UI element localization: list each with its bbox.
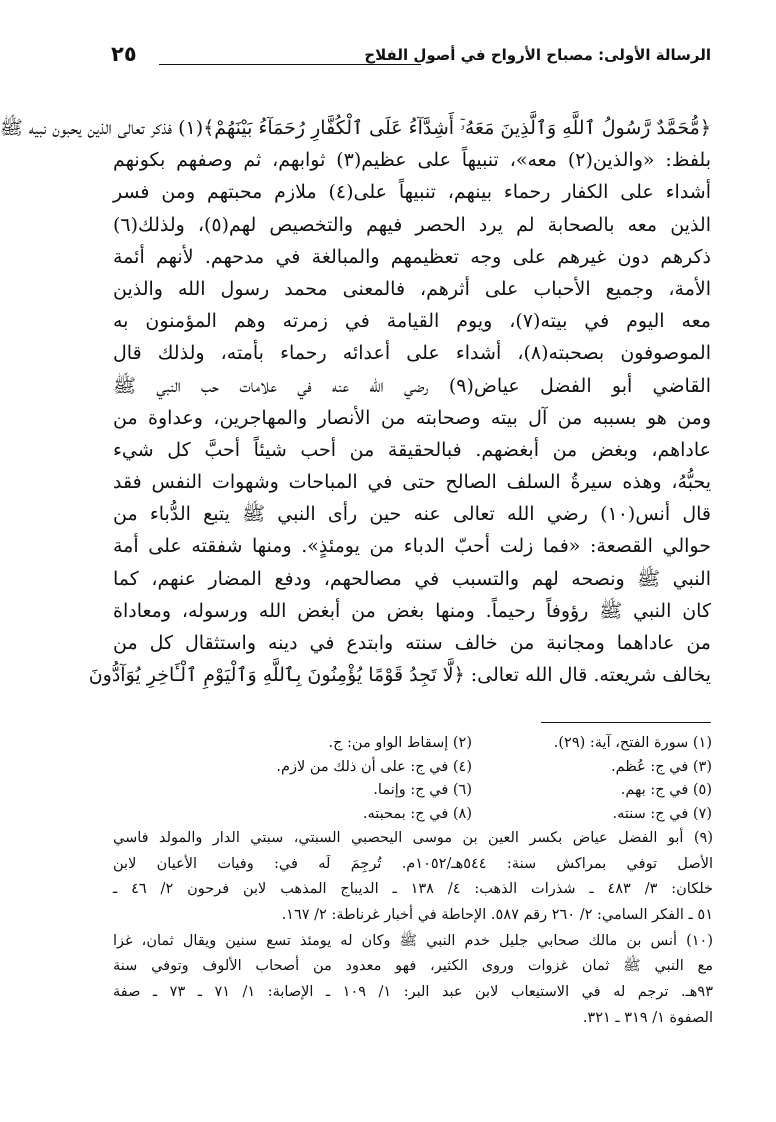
text-line: الموصوفون بصحبته(٨)، أشداء على أعدائه رحماء بأمته، ولذلك قال <box>113 342 711 365</box>
footnote-row <box>232 779 712 803</box>
footnote-line: (٩) أبو الفضل عياض بكسر العين بن موسى اليحصبي السبتي، سبتي الدار والمولد فاسي <box>113 830 713 846</box>
text-line: ذكرهم دون غيرهم على وجه تعظيمهم والمبالغة في مدحهم. لأنهم أئمة <box>113 245 711 268</box>
footnote: (٨) في ج: بمحبته. <box>362 805 472 822</box>
footnote-line: مع النبي ﷺ ثمان غزوات وروى الكثير، فهو معدود من أصحاب الألوف وتوفي سنة <box>113 958 713 975</box>
page-header <box>111 40 711 74</box>
text-line: النبي ﷺ ونصحه لهم والتسبب في مصالحهم، ودفع المضار عنهم، كما <box>113 567 711 590</box>
running-title: الرسالة الأولى: مصباح الأرواح في أصول الفلاح <box>364 46 711 64</box>
footnote: (٧) في ج: سنته. <box>612 805 712 822</box>
text-line: معه اليوم في بيته(٧)، ويوم القيامة في زمرته وهم المؤمنون به <box>113 310 711 333</box>
text-line: قال أنس(١٠) رضي الله تعالى عنه حين رأى النبي ﷺ يتبع الدُّباء من <box>113 503 711 526</box>
footnote-row <box>232 732 712 756</box>
footnote-line: ٩٣هـ. ترجم له في الاستيعاب لابن عبد البر: ١/ ١٠٩ ـ الإصابة: ١/ ٧١ ـ ٧٣ ـ صفة <box>113 984 713 1001</box>
footnote-separator <box>541 722 711 723</box>
text-line: يحبُّهُ، وهذه سيرةُ السلف الصالح حتى في المباحات وشهوات النفس فقد <box>113 471 711 494</box>
page-number: ٢٥ <box>111 42 137 66</box>
footnote-line: خلكان: ٣/ ٤٨٣ ـ شذرات الذهب: ٤/ ١٣٨ ـ الديباج المذهب لابن فرحون ٢/ ٤٦ ـ <box>113 881 713 898</box>
footnote: (٤) في ج: على أن ذلك من لازم. <box>276 758 472 775</box>
main-text <box>0 112 712 691</box>
text-line: القاضي أبو الفضل عياض(٩) رضي الله عنه في علامات حب النبي ﷺ <box>113 374 711 397</box>
footnotes-short <box>232 732 712 826</box>
footnote: (٥) في ج: بهم. <box>620 782 712 798</box>
text-line: ﴿مُّحَمَّدٌ رَّسُولُ ٱللَّهِ وَٱلَّذِينَ مَعَهُۥٓ أَشِدَّآءُ عَلَى ٱلْكُفَّارِ رُحَمَآءُ بَيْنَهُمْ﴾(١) فذكر تعالى الذين يحبون نبيه ﷺ <box>0 117 711 139</box>
text-line: بلفظ: «والذين(٢) معه»، تنبيهاً على عظيم(٣) ثوابهم، ثم وصفهم بكونهم <box>113 149 712 172</box>
text-line: من عاداهما ومجانبة من خالف سنته وابتدع في دينه واستثقال كل من <box>113 632 711 654</box>
text-line: يخالف شريعته. قال الله تعالى: ﴿لَّا تَجِدُ قَوْمًا يُؤْمِنُونَ بِٱللَّهِ وَٱلْيَوْمِ ٱلْـَٔاخِرِ يُوَآدُّونَ <box>88 664 711 687</box>
footnotes-long <box>113 826 713 1032</box>
footnote-row <box>232 803 712 827</box>
text-line: الأمة، وجميع الأحباب على أثرهم، فالمعنى محمد رسول الله والذين <box>113 277 711 300</box>
text-line: الذين معه بالصحابة لم يرد الحصر فيهم والتخصيص لهم(٥)، ولذلك(٦) <box>113 213 711 236</box>
footnote: (٦) في ج: وإنما. <box>373 782 472 798</box>
text-line: عاداهم، وبغض من أبغضهم. فبالحقيقة من أحب شيئاً أحبَّ كل شيء <box>113 438 711 461</box>
header-rule <box>159 64 421 65</box>
text-line: ومن هو بسببه من آل بيته وصحابته من الأنصار والمهاجرين، وعداوة من <box>113 406 711 429</box>
footnote: (٢) إسقاط الواو من: ج. <box>328 735 472 751</box>
text-line: كان النبي ﷺ رؤوفاً رحيماً. ومنها بغض من أبغض الله ورسوله، ومعاداة <box>113 599 711 622</box>
footnote-row <box>232 756 712 780</box>
footnote-line: (١٠) أنس بن مالك صحابي جليل خدم النبي ﷺ وكان له يومئذ تسع سنين ويقال ثمان، غزا <box>113 932 713 949</box>
footnote: (١) سورة الفتح، آية: (٢٩). <box>553 735 712 751</box>
footnote-line: الأصل توفي بمراكش سنة: ٥٤٤هـ/١٠٥٢م. تُرجِمَ لَه في: وفيات الأعيان لابن <box>113 855 713 872</box>
text-line: أشداء على الكفار رحماء بينهم، تنبيهاً على(٤) ملازم محبتهم ومن فسر <box>113 181 711 204</box>
text-line: حوالي القصعة: «فما زلت أحبّ الدباء من يومئذٍ». ومنها شفقته على أمة <box>113 535 711 558</box>
footnote-line: ٥١ ـ الفكر السامي: ٢/ ٢٦٠ رقم ٥٨٧. الإحاطة في أخبار غرناطة: ٢/ ١٦٧. <box>281 907 713 924</box>
footnote-line: الصفوة ١/ ٣١٩ ـ ٣٢١. <box>582 1009 713 1026</box>
footnote: (٣) في ج: عُظم. <box>610 758 712 775</box>
